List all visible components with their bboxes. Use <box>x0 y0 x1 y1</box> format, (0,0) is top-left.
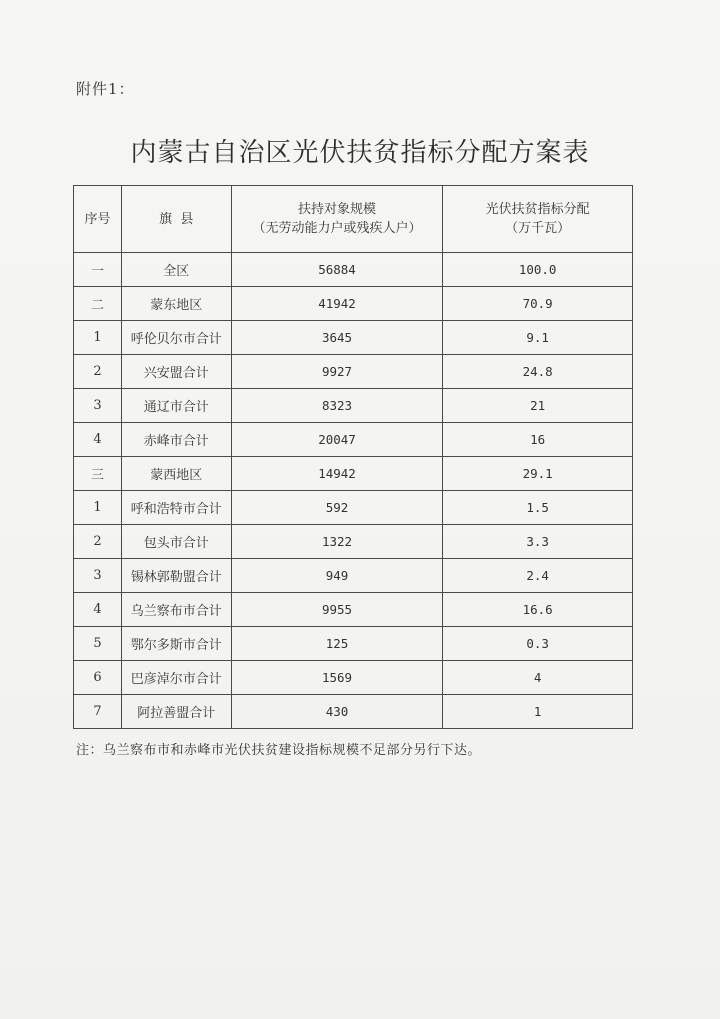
cell-county: 锡林郭勒盟合计 <box>121 559 231 593</box>
cell-index: 5 <box>74 627 122 661</box>
header-allocation-line2: （万千瓦） <box>505 221 571 236</box>
cell-scale: 430 <box>231 695 443 729</box>
cell-scale: 592 <box>231 491 443 525</box>
cell-county: 蒙西地区 <box>121 457 231 491</box>
cell-allocation: 100.0 <box>443 253 633 287</box>
table-row <box>74 661 633 695</box>
cell-county: 阿拉善盟合计 <box>121 695 231 729</box>
cell-index: 三 <box>74 457 122 491</box>
cell-scale: 1322 <box>231 525 443 559</box>
header-scale-line2: （无劳动能力户或残疾人户） <box>252 221 422 236</box>
cell-allocation: 24.8 <box>443 355 633 389</box>
cell-index: 二 <box>74 287 122 321</box>
table-row <box>74 355 633 389</box>
cell-scale: 1569 <box>231 661 443 695</box>
cell-index: 6 <box>74 661 122 695</box>
header-scale <box>231 186 443 253</box>
cell-allocation: 21 <box>443 389 633 423</box>
cell-county: 全区 <box>121 253 231 287</box>
cell-allocation: 2.4 <box>443 559 633 593</box>
header-allocation <box>443 186 633 253</box>
cell-index: 3 <box>74 389 122 423</box>
table-row <box>74 559 633 593</box>
cell-allocation: 1 <box>443 695 633 729</box>
cell-scale: 20047 <box>231 423 443 457</box>
table-header-row <box>74 186 633 253</box>
cell-allocation: 16.6 <box>443 593 633 627</box>
cell-scale: 9927 <box>231 355 443 389</box>
cell-county: 巴彦淖尔市合计 <box>121 661 231 695</box>
cell-county: 呼和浩特市合计 <box>121 491 231 525</box>
allocation-table <box>73 185 633 729</box>
cell-scale: 8323 <box>231 389 443 423</box>
cell-scale: 125 <box>231 627 443 661</box>
cell-county: 乌兰察布市合计 <box>121 593 231 627</box>
table-row <box>74 593 633 627</box>
footnote: 注：乌兰察布市和赤峰市光伏扶贫建设指标规模不足部分另行下达。 <box>76 743 482 758</box>
cell-index: 2 <box>74 355 122 389</box>
cell-county: 鄂尔多斯市合计 <box>121 627 231 661</box>
cell-allocation: 9.1 <box>443 321 633 355</box>
table-row <box>74 287 633 321</box>
cell-scale: 9955 <box>231 593 443 627</box>
header-scale-line1: 扶持对象规模 <box>298 202 377 217</box>
cell-county: 包头市合计 <box>121 525 231 559</box>
table-row <box>74 525 633 559</box>
header-index: 序号 <box>74 186 122 253</box>
cell-allocation: 16 <box>443 423 633 457</box>
cell-index: 2 <box>74 525 122 559</box>
cell-index: 1 <box>74 491 122 525</box>
cell-index: 7 <box>74 695 122 729</box>
table-row <box>74 457 633 491</box>
table-row <box>74 695 633 729</box>
attachment-label: 附件1： <box>76 80 135 98</box>
cell-index: 一 <box>74 253 122 287</box>
header-county: 旗 县 <box>121 186 231 253</box>
cell-allocation: 70.9 <box>443 287 633 321</box>
cell-allocation: 3.3 <box>443 525 633 559</box>
document-title: 内蒙古自治区光伏扶贫指标分配方案表 <box>130 138 590 168</box>
cell-scale: 3645 <box>231 321 443 355</box>
table-row <box>74 627 633 661</box>
header-allocation-line1: 光伏扶贫指标分配 <box>485 202 590 217</box>
table-row <box>74 253 633 287</box>
cell-county: 兴安盟合计 <box>121 355 231 389</box>
cell-scale: 41942 <box>231 287 443 321</box>
cell-index: 4 <box>74 593 122 627</box>
cell-index: 3 <box>74 559 122 593</box>
cell-allocation: 4 <box>443 661 633 695</box>
cell-scale: 14942 <box>231 457 443 491</box>
cell-county: 呼伦贝尔市合计 <box>121 321 231 355</box>
cell-scale: 949 <box>231 559 443 593</box>
cell-county: 蒙东地区 <box>121 287 231 321</box>
cell-county: 通辽市合计 <box>121 389 231 423</box>
cell-county: 赤峰市合计 <box>121 423 231 457</box>
cell-allocation: 1.5 <box>443 491 633 525</box>
table-row <box>74 389 633 423</box>
cell-allocation: 0.3 <box>443 627 633 661</box>
table-row <box>74 491 633 525</box>
cell-scale: 56884 <box>231 253 443 287</box>
cell-allocation: 29.1 <box>443 457 633 491</box>
table-row <box>74 321 633 355</box>
cell-index: 1 <box>74 321 122 355</box>
table-row <box>74 423 633 457</box>
cell-index: 4 <box>74 423 122 457</box>
